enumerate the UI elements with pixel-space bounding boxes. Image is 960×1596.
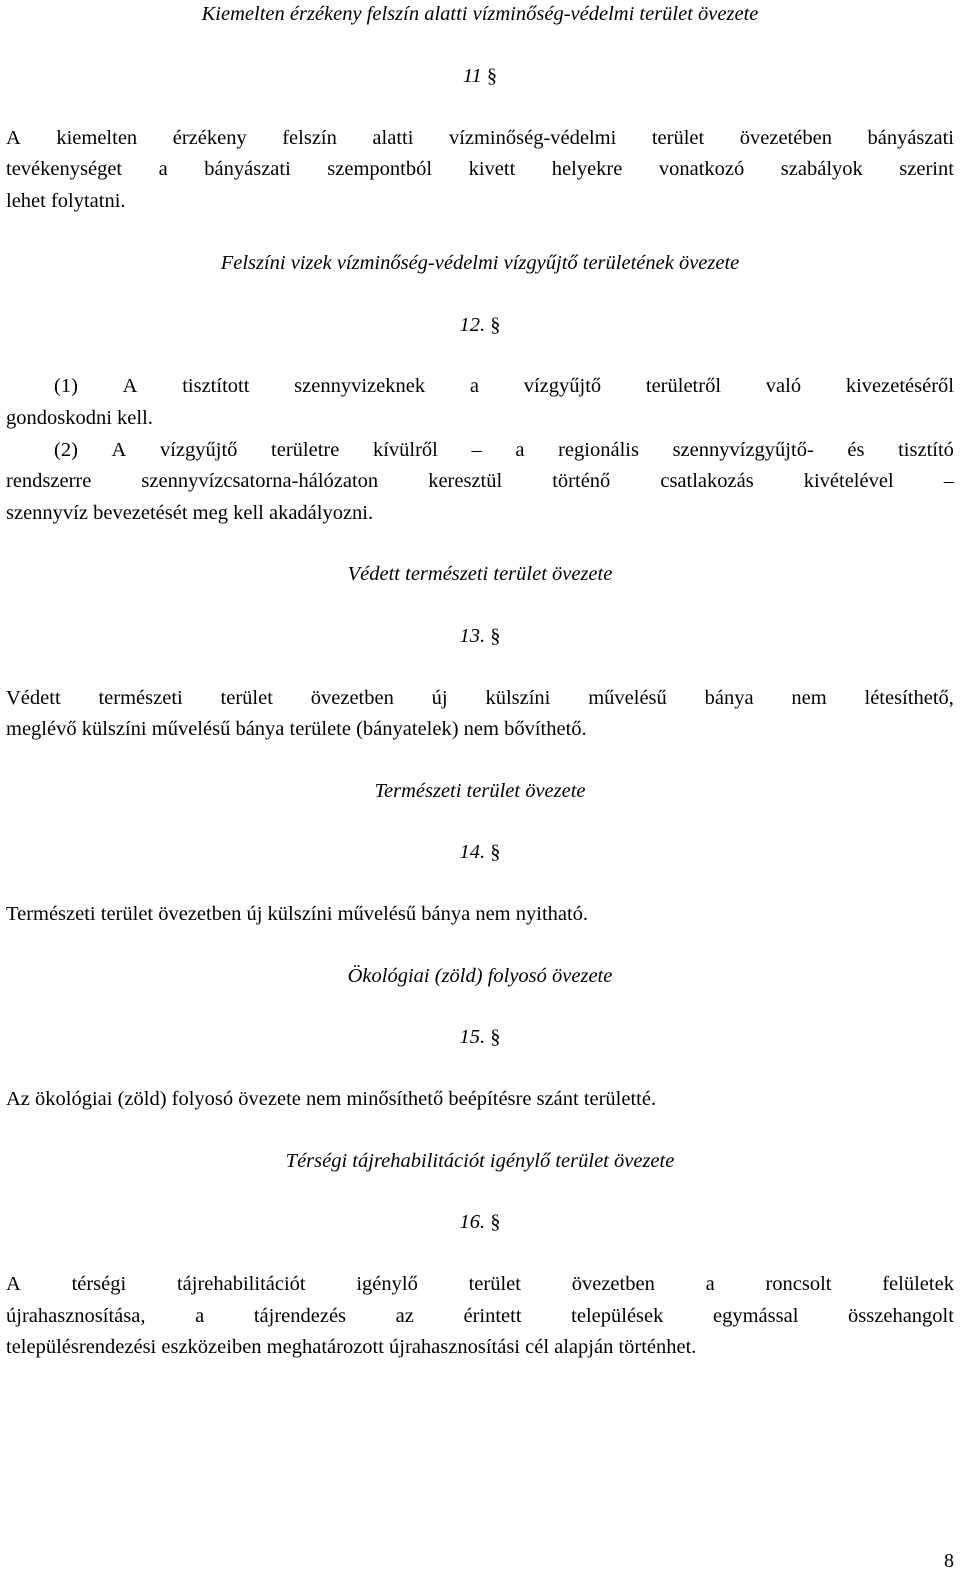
word: (2) [54,439,78,461]
word: regionális [558,439,639,461]
word: szennyvizeknek [294,375,426,397]
text-line: Az ökológiai (zöld) folyosó övezete nem minősíthető beépítésre szánt területté. [6,1088,657,1110]
word: A [111,439,127,461]
word: térségi [71,1273,127,1295]
word: (1) [54,375,78,397]
paragraph-number-13: 13. § [459,625,501,647]
word: érintett [463,1305,522,1327]
word: A [6,1273,21,1295]
word: keresztül [428,470,503,492]
word: egymással [713,1305,799,1327]
word: tisztított [182,375,250,397]
word: a [515,439,525,461]
word: – [471,439,482,461]
word: vonatkozó [658,158,745,180]
word: tisztító [898,439,954,461]
word: vízgyűjtő [159,439,238,461]
word: újrahasznosítása, [6,1305,146,1327]
word: tevékenységet [6,158,123,180]
paragraph-number-11: 11 § [462,65,498,87]
word: rendszerre [6,470,92,492]
paragraph-number-12: 12. § [459,314,501,336]
word: felületek [882,1273,954,1295]
word: a [469,375,479,397]
word: bányászati [204,158,291,180]
paragraph-number-15: 15. § [459,1026,501,1048]
word: terület [651,127,705,149]
word: bánya [704,687,754,709]
word: roncsolt [765,1273,832,1295]
word: övezetben [571,1273,655,1295]
word: természeti [98,687,183,709]
document-page [6,0,954,1596]
word: vízgyűjtő [523,375,602,397]
word: kiemelten [56,127,138,149]
word: igénylő [356,1273,418,1295]
word: a [705,1273,715,1295]
text-line [6,1270,954,1298]
word: bányászati [867,127,954,149]
section-heading: Ökológiai (zöld) folyosó övezete [347,965,613,987]
word: helyekre [551,158,623,180]
word: való [765,375,802,397]
section-heading: Térségi tájrehabilitációt igénylő terület övezete [285,1150,675,1172]
text-line: szennyvíz bevezetését meg kell akadályozni. [6,502,374,524]
word: – [943,470,954,492]
page-number: 8 [944,1550,954,1572]
word: szennyvízgyűjtő- [672,439,814,461]
word: alatti [372,127,414,149]
word: vízminőség-védelmi [448,127,617,149]
word: tájrendezés [253,1305,347,1327]
word: övezetben [310,687,394,709]
word: települések [571,1305,664,1327]
word: érzékeny [172,127,247,149]
text-line [54,436,954,464]
text-line [6,467,954,495]
word: felszín [282,127,337,149]
text-line: meglévő külszíni művelésű bánya területe (bányatelek) nem bővíthető. [6,718,587,740]
word: szerint [899,158,954,180]
section-heading: Természeti terület övezete [374,780,586,802]
section-heading: Védett természeti terület övezete [347,563,613,585]
word: kivezetéséről [845,375,954,397]
word: összehangolt [848,1305,954,1327]
text-line: lehet folytatni. [6,190,126,212]
word: létesíthető, [864,687,954,709]
word: a [158,158,168,180]
word: területről [645,375,722,397]
word: Védett [6,687,61,709]
word: történő [552,470,611,492]
text-line: Természeti terület övezetben új külszíni művelésű bánya nem nyitható. [6,903,589,925]
paragraph-number-14: 14. § [459,841,501,863]
word: szabályok [780,158,863,180]
word: terület [220,687,273,709]
word: kívülről [372,439,438,461]
section-heading: Felszíni vizek vízminőség-védelmi vízgyűjtő területének övezete [220,252,740,274]
text-line [6,684,954,712]
word: A [122,375,138,397]
text-line: gondoskodni kell. [6,407,153,429]
text-line [6,124,954,152]
text-line [6,1302,954,1330]
word: és [847,439,865,461]
paragraph-number-16: 16. § [459,1211,501,1233]
word: terület [468,1273,521,1295]
word: csatlakozás [660,470,754,492]
text-line: településrendezési eszközeiben meghatározott újrahasznosítási cél alapján történhet. [6,1336,697,1358]
word: az [395,1305,414,1327]
word: külszíni [485,687,551,709]
word: A [6,127,21,149]
word: nem [791,687,827,709]
word: művelésű [588,687,667,709]
word: szempontból [327,158,433,180]
word: a [195,1305,205,1327]
word: területre [271,439,340,461]
text-line [54,372,954,400]
word: szennyvízcsatorna-hálózaton [141,470,379,492]
text-line [6,155,954,183]
word: kivett [468,158,516,180]
word: övezetében [739,127,832,149]
section-heading: Kiemelten érzékeny felszín alatti vízminőség-védelmi terület övezete [201,3,759,25]
word: kivételével [803,470,894,492]
word: tájrehabilitációt [176,1273,306,1295]
word: új [431,687,448,709]
